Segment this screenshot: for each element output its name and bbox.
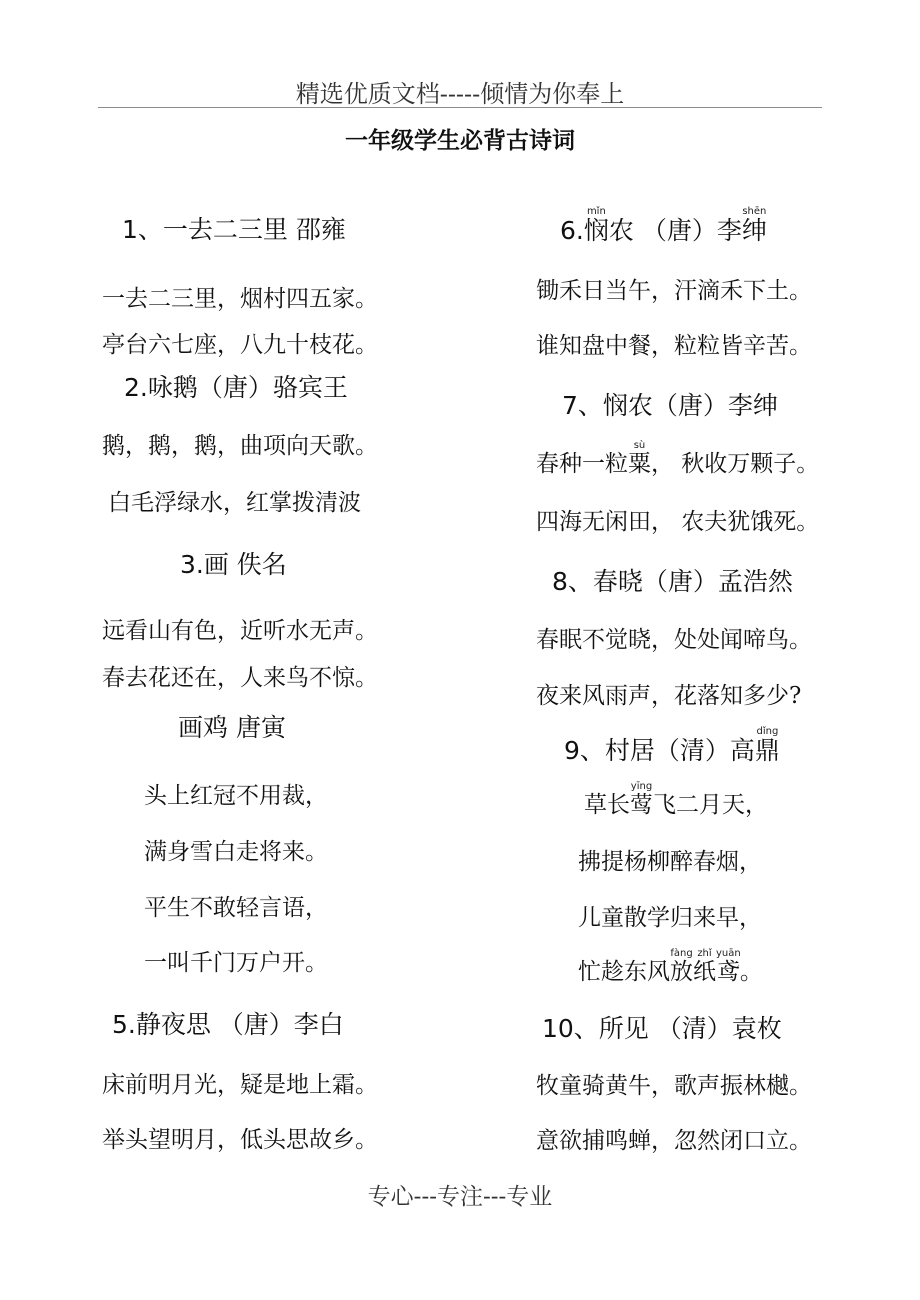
poem-4-line-2: 满身雪白走将来。 [144,839,328,865]
poem-9-ruby-char: 鼎 [754,736,780,765]
poem-9-ruby-fang-char: 放 [670,959,693,985]
poem-9-ruby-fang [670,948,693,985]
poem-9-ruby-ying-pinyin: yīng [630,781,653,792]
poem-1-line-1: 一去二三里，烟村四五家。 [102,286,378,312]
poem-9-line-4-start: 忙趁东风 [578,959,670,985]
poem-5-title: 5.静夜思 （唐）李白 [112,1010,344,1039]
poem-7-ruby-pinyin: sù [628,440,651,451]
poem-6-ruby2-pinyin: shēn [741,206,767,217]
poem-6-line-2: 谁知盘中餐，粒粒皆辛苦。 [536,333,812,359]
poem-9-line-1 [584,781,768,819]
poem-4-title: 画鸡 唐寅 [178,713,286,742]
poem-6-line-1: 锄禾日当午，汗滴禾下土。 [536,278,812,304]
poem-3-title: 3.画 佚名 [180,550,287,579]
poem-9-line-4-end: 。 [739,959,763,985]
poem-9-ruby-zhi-char: 纸 [693,959,716,985]
poem-4-line-3: 平生不敢轻言语， [144,895,328,921]
poem-7-line-1-end: ， 秋收万颗子。 [651,451,820,477]
poem-6-title [560,206,767,247]
poem-8-line-2: 夜来风雨声，花落知多少? [536,683,802,709]
poem-9-ruby-ying-char: 莺 [630,792,653,818]
poem-9-line-2: 拂提杨柳醉春烟， [578,849,762,875]
poem-9-ruby-zhi-pinyin: zhǐ [693,948,716,959]
poem-9-title [564,726,780,767]
poem-9-line-3: 儿童散学归来早， [578,905,762,931]
poem-8-line-1: 春眠不觉晓，处处闻啼鸟。 [536,627,812,653]
poem-5-line-1: 床前明月光，疑是地上霜。 [102,1072,378,1098]
poem-9-line-1-start: 草长 [584,792,630,818]
poem-7-ruby-su [628,440,651,477]
poem-6-ruby-pinyin: mǐn [583,206,609,217]
poem-9-line-4 [578,948,763,986]
poem-1-title: 1、一去二三里 邵雍 [122,215,346,244]
poem-7-title: 7、悯农（唐）李绅 [562,391,778,420]
poem-9-ruby-ding [754,726,780,765]
poem-3-line-1: 远看山有色，近听水无声。 [102,618,378,644]
poem-6-ruby-shen [741,206,767,245]
document-title: 一年级学生必背古诗词 [345,128,575,154]
poem-9-ruby-yuan [716,948,741,985]
page-footer: 专心---专注---专业 [367,1184,553,1210]
poem-10-line-1: 牧童骑黄牛，歌声振林樾。 [536,1073,812,1099]
poem-9-ruby-fang-pinyin: fàng [670,948,693,959]
poem-7-line-2: 四海无闲田， 农夫犹饿死。 [536,509,820,535]
poem-2-title: 2.咏鹅（唐）骆宾王 [124,373,348,402]
poem-9-line-1-end: 飞二月天， [653,792,768,818]
poem-7-ruby-char: 粟 [628,451,651,477]
page-header: 精选优质文档-----倾情为你奉上 [295,80,625,108]
header-divider [98,107,822,108]
poem-5-line-2: 举头望明月，低头思故乡。 [102,1127,378,1153]
poem-4-line-4: 一叫千门万户开。 [144,950,328,976]
poem-9-ruby-yuan-pinyin: yuān [716,948,741,959]
poem-9-ruby-pinyin: dǐng [754,726,780,737]
poem-9-ruby-zhi [693,948,716,985]
poem-9-ruby-yuan-char: 鸢 [716,959,741,985]
poem-3-line-2: 春去花还在，人来鸟不惊。 [102,665,378,691]
poem-7-line-1-start: 春种一粒 [536,451,628,477]
poem-7-line-1 [536,440,819,478]
poem-9-title-start: 9、村居（清）高 [564,736,755,765]
poem-6-ruby-min [583,206,609,245]
poem-1-line-2: 亭台六七座，八九十枝花。 [102,332,378,358]
poem-2-line-1: 鹅，鹅，鹅，曲项向天歌。 [102,433,378,459]
poem-6-ruby-char: 悯 [583,216,609,245]
poem-6-title-prefix: 6. [560,216,584,245]
poem-8-title: 8、春晓（唐）孟浩然 [552,567,793,596]
poem-4-line-1: 头上红冠不用裁， [144,783,328,809]
poem-6-ruby2-char: 绅 [741,216,767,245]
poem-10-title: 10、所见 （清）袁枚 [542,1014,782,1043]
poem-10-line-2: 意欲捕鸣蝉，忽然闭口立。 [536,1128,812,1154]
poem-6-title-middle: 农 （唐）李 [608,216,742,245]
poem-2-line-2: 白毛浮绿水，红掌拨清波 [108,490,361,516]
poem-9-ruby-ying [630,781,653,818]
